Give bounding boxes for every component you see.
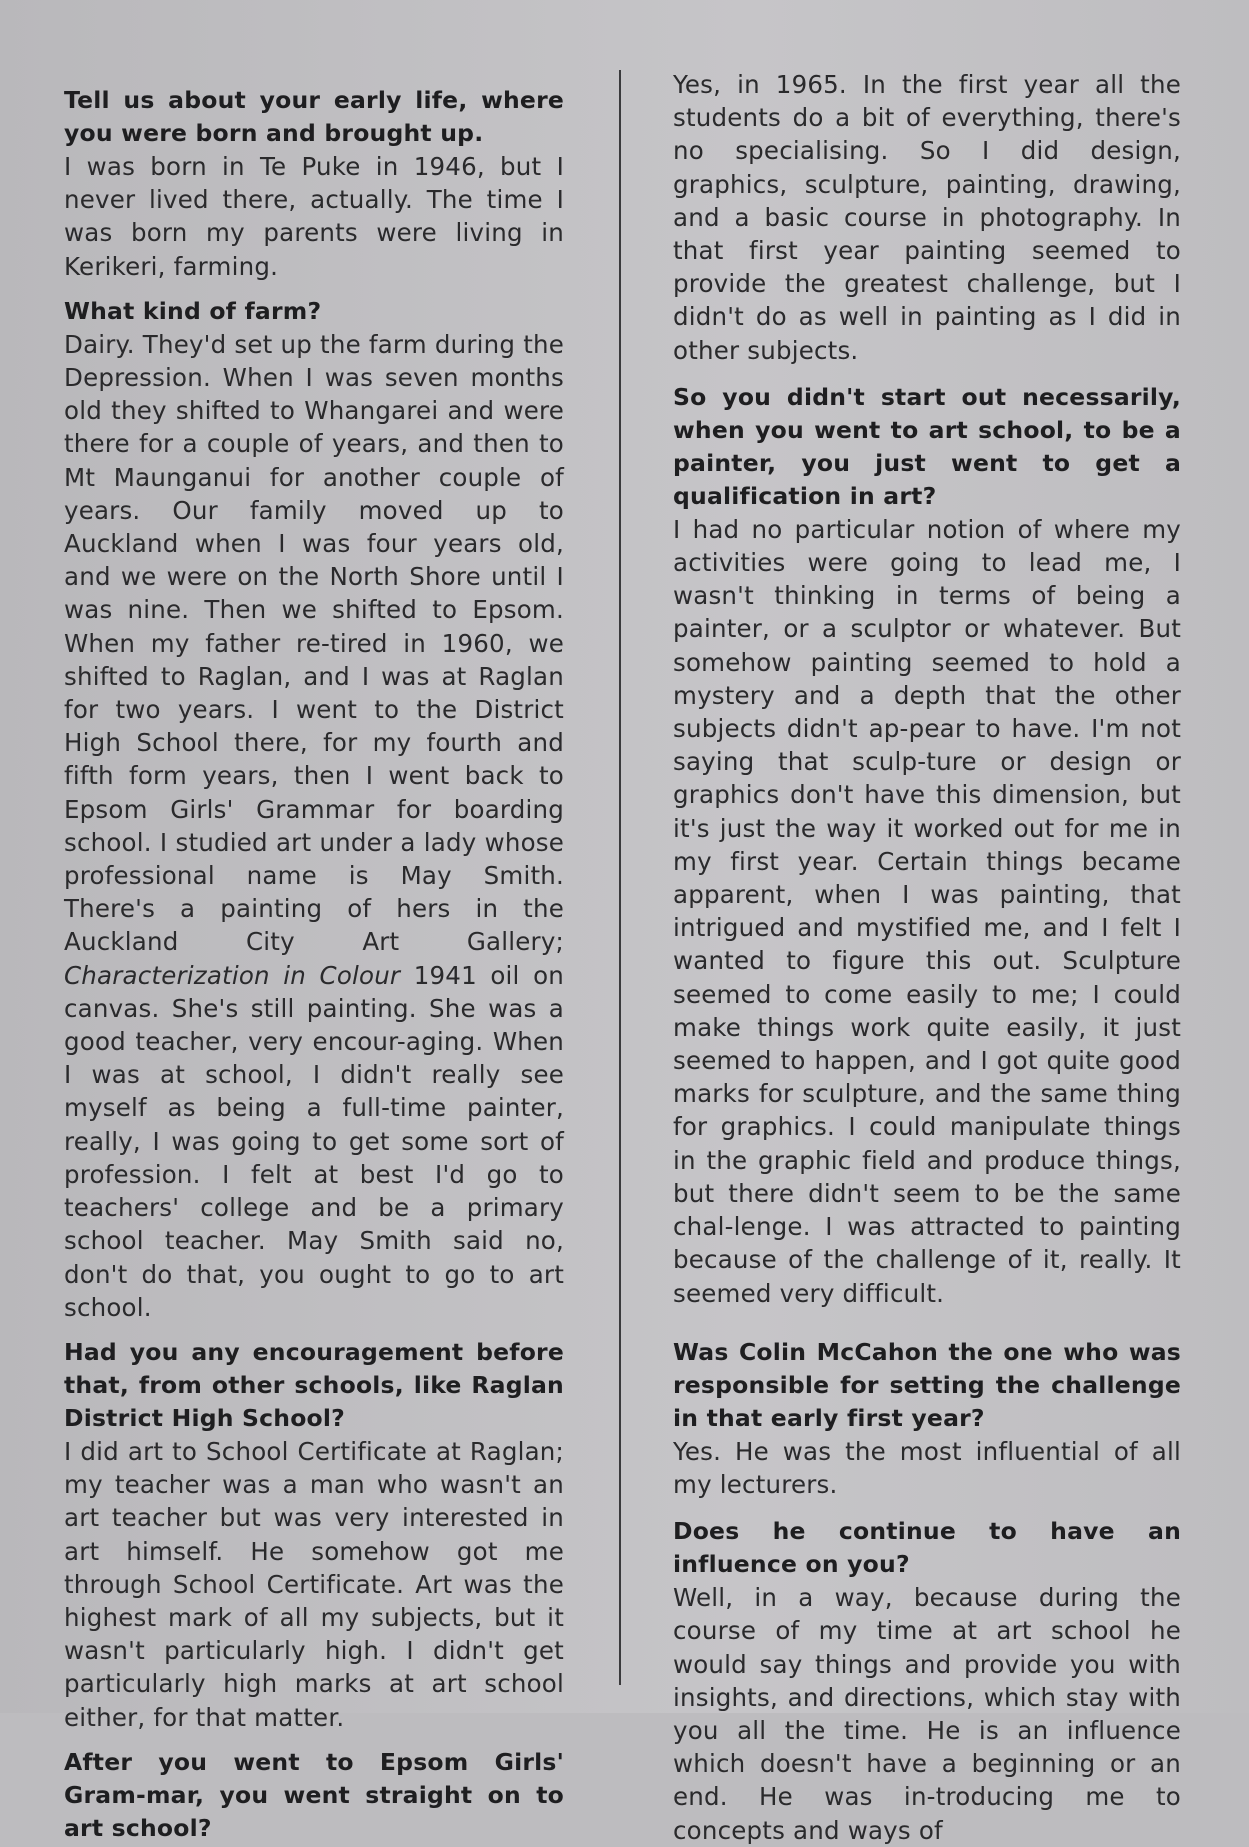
answer-influence: Well, in a way, because during the course of my time at art school he would say things and provide you with insights, and directions, which stay with you all the time. He is an influence which doesn't have a beginning or an end. He was in-troducing me to concepts and ways of bbox=[673, 1583, 1181, 1845]
question-early-life: Tell us about your early life, where you were born and brought up. bbox=[64, 86, 564, 147]
answer-mccahon: Yes. He was the most influential of all my lecturers. bbox=[673, 1436, 1181, 1499]
question-farm: What kind of farm? bbox=[64, 296, 322, 325]
answer-painter: I had no particular notion of where my activities were going to lead me, I wasn't thinking in terms of being a painter, or a sculptor or whatever. But somehow painting seemed to hold a mystery and a depth that the other subjects didn't ap-pear to have. I'm not saying that sculp-ture or design or graphics don't have this dimension, but it's just the way it worked out for me in my first year. Certain things became apparent, when I was painting, that intrigued and mystified me, and I felt I wanted to figure this out. Sculpture seemed to come easily to me; I could make things work quite easily, it just seemed to happen, and I got quite good marks for sculpture, and the same thing for graphics. I could manipulate things in the graphic field and produce things, but there didn't seem to be the same chal-lenge. I was attracted to painting because of the challenge of it, really. It seemed very difficult. bbox=[673, 514, 1181, 1308]
question-influence: Does he continue to have an influence on you? bbox=[673, 1517, 1181, 1579]
right-column bbox=[673, 68, 1181, 1847]
answer-art-school: Yes, in 1965. In the first year all the students do a bit of everything, there's no specialising. So I did design, graphics, sculpture, painting, drawing, and a basic course in photography. In that first year painting seemed to provide the greatest challenge, but I didn't do as well in painting as I did in other subjects. bbox=[673, 70, 1181, 365]
question-art-school: After you went to Epsom Girls' Gram-mar, you went straight on to art school? bbox=[64, 1747, 564, 1842]
painting-title: Characterization in Colour bbox=[64, 960, 401, 990]
question-mccahon: Was Colin McCahon the one who was responsible for setting the challenge in that early first year? bbox=[673, 1337, 1181, 1432]
answer-farm-text: Dairy. They'd set up the farm during the Depression. When I was seven months old they shifted to Whangarei and were there for a couple of years, and then to Mt Maunganui for another couple of years. Our family moved up to Auckland when I was four years old, and we were on the North Shore until I was nine. Then we shifted to Epsom. When my father re-tired in 1960, we shifted to Raglan, and I was at Raglan for two years. I went to the District High School there, for my fourth and fifth form years, then I went back to Epsom Girls' Grammar for boarding school. I studied art under a lady whose professional name is May Smith. There's a painting of hers in the Auckland City Art Gallery; bbox=[64, 329, 564, 957]
answer-early-life: I was born in Te Puke in 1946, but I never lived there, actually. The time I was born my parents were living in Kerikeri, farming. bbox=[64, 152, 564, 281]
answer-farm bbox=[64, 328, 564, 1324]
question-painter: So you didn't start out necessarily, when you went to art school, to be a painter, you just went to get a qualification in art? bbox=[673, 382, 1181, 510]
answer-farm-text-rest: 1941 oil on canvas. She's still painting. She was a good teacher, very encour-aging. When I was at school, I didn't really see myself as being a full-time painter, really, I was going to get some sort of profession. I felt at best I'd go to teachers' college and be a primary school teacher. May Smith said no, don't do that, you ought to go to art school. bbox=[64, 960, 564, 1322]
left-column bbox=[64, 68, 564, 1845]
column-divider bbox=[619, 70, 621, 1685]
question-encouragement: Had you any encouragement before that, from other schools, like Raglan District High School? bbox=[64, 1337, 564, 1432]
answer-encouragement: I did art to School Certificate at Raglan; my teacher was a man who wasn't an art teacher but was very interested in art himself. He somehow got me through School Certificate. Art was the highest mark of all my subjects, but it wasn't particularly high. I didn't get particularly high marks at art school either, for that matter. bbox=[64, 1436, 564, 1732]
